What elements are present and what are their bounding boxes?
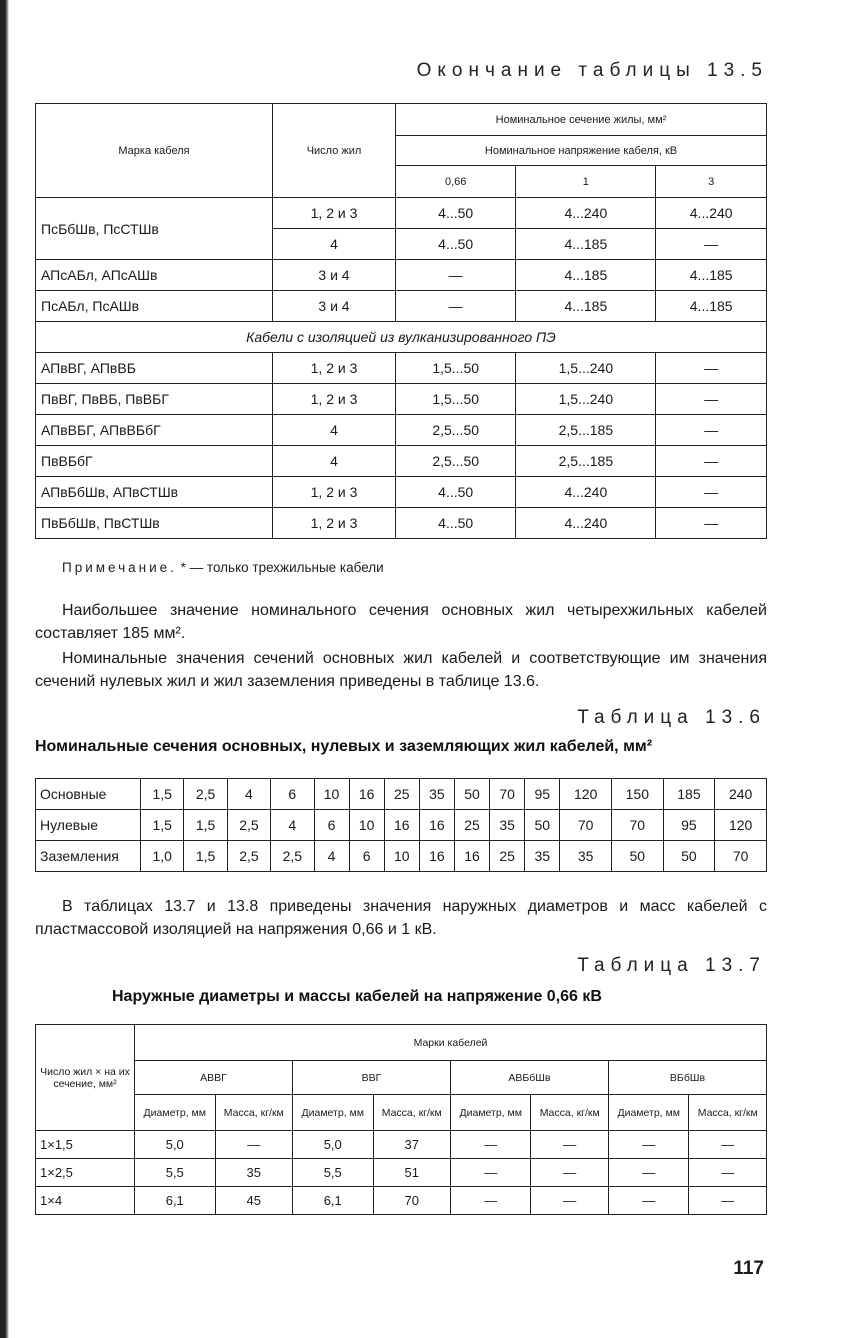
- table-cell: —: [396, 260, 516, 291]
- table-cell: 51: [373, 1159, 450, 1187]
- table-cell: —: [450, 1187, 531, 1215]
- table-cell: 50: [525, 810, 560, 841]
- table-cell: 6,1: [135, 1187, 216, 1215]
- row-label: Основные: [36, 779, 141, 810]
- voltage-header: 1: [516, 166, 656, 198]
- col-brands-header: Марки кабелей: [135, 1025, 767, 1061]
- table-cell: 16: [419, 841, 454, 872]
- table-cell: 5,0: [292, 1131, 373, 1159]
- table-cell: —: [656, 415, 767, 446]
- table-cell: 6: [349, 841, 384, 872]
- table-row: [36, 779, 767, 810]
- table-cell: —: [531, 1159, 608, 1187]
- table-cell: 2,5...185: [516, 415, 656, 446]
- table-cell: 4...185: [516, 260, 656, 291]
- table-cell: 35: [215, 1159, 292, 1187]
- table-13-6-title: Номинальные сечения основных, нулевых и заземляющих жил кабелей, мм²: [35, 738, 653, 755]
- table-cell: 10: [349, 810, 384, 841]
- table-row: [36, 810, 767, 841]
- table-row: [36, 1159, 767, 1187]
- table-cell: 3 и 4: [273, 260, 396, 291]
- table-cell: 6: [271, 779, 314, 810]
- table-cell: 1,5...240: [516, 384, 656, 415]
- note-label: Примечание.: [62, 560, 177, 575]
- table-13-7-title: Наружные диаметры и массы кабелей на напряжение 0,66 кВ: [112, 988, 602, 1005]
- table-cell: 1, 2 и 3: [273, 198, 396, 229]
- col-section-header: Номинальное сечение жилы, мм²: [396, 104, 767, 136]
- table-cell: —: [531, 1131, 608, 1159]
- table-cell: 95: [525, 779, 560, 810]
- row-label: 1×2,5: [36, 1159, 135, 1187]
- table-cell-brand: ПвВБбГ: [36, 446, 273, 477]
- table-cell: 50: [455, 779, 490, 810]
- table-cell: 4: [227, 779, 270, 810]
- table-cell: 35: [490, 810, 525, 841]
- table-cell-brand: ПсБбШв, ПсСТШв: [36, 198, 273, 260]
- table-cell: 1,5...50: [396, 384, 516, 415]
- table-cell: 35: [525, 841, 560, 872]
- table-cell-brand: АПвВБГ, АПвВБбГ: [36, 415, 273, 446]
- row-label: Заземления: [36, 841, 141, 872]
- table-cell: 2,5: [184, 779, 227, 810]
- table-cell: 4...240: [656, 198, 767, 229]
- col-cores-header: Число жил × на их сечение, мм²: [36, 1025, 135, 1131]
- table-cell: —: [608, 1131, 689, 1159]
- paragraph: Номинальные значения сечений основных жил кабелей и соответствующие им значения сечений нулевых жил и жил заземления приведены в таблице 13.6.: [35, 650, 767, 690]
- row-label: 1×1,5: [36, 1131, 135, 1159]
- table-cell: 16: [384, 810, 419, 841]
- table-cell: —: [656, 229, 767, 260]
- mass-header: Масса, кг/км: [689, 1095, 767, 1131]
- table-cell: 1, 2 и 3: [273, 508, 396, 539]
- mass-header: Масса, кг/км: [373, 1095, 450, 1131]
- table-cell: 5,5: [292, 1159, 373, 1187]
- mass-header: Масса, кг/км: [215, 1095, 292, 1131]
- table-cell: 16: [349, 779, 384, 810]
- table-cell: 5,5: [135, 1159, 216, 1187]
- table-cell: 35: [419, 779, 454, 810]
- table-13-5-end-caption: Окончание таблицы 13.5: [416, 60, 768, 81]
- table-cell: 1,5: [141, 810, 184, 841]
- voltage-header: 0,66: [396, 166, 516, 198]
- table-cell: 4...185: [656, 291, 767, 322]
- table-cell: 1, 2 и 3: [273, 353, 396, 384]
- table-cell: 25: [490, 841, 525, 872]
- table-cell: 10: [384, 841, 419, 872]
- table-cell: 4: [271, 810, 314, 841]
- page-number: 117: [733, 1258, 764, 1279]
- note-text: * — только трехжильные кабели: [180, 560, 384, 575]
- table-cell: —: [656, 384, 767, 415]
- table-cell: 150: [612, 779, 664, 810]
- table-cell: 4...240: [516, 477, 656, 508]
- brand-header: АВВГ: [135, 1061, 293, 1095]
- col-cores-header: Число жил: [273, 104, 396, 198]
- table-cell: 16: [455, 841, 490, 872]
- table-cell: 1,0: [141, 841, 184, 872]
- paragraph: Наибольшее значение номинального сечения основных жил четырехжильных кабелей составляет 185 мм².: [35, 602, 767, 642]
- table-cell: —: [656, 353, 767, 384]
- table-cell: 240: [715, 779, 767, 810]
- table-cell: 4: [314, 841, 349, 872]
- diam-header: Диаметр, мм: [135, 1095, 216, 1131]
- table-cell: 2,5...50: [396, 415, 516, 446]
- table-cell: 1,5: [141, 779, 184, 810]
- table-13-6: [35, 778, 767, 872]
- voltage-header: 3: [656, 166, 767, 198]
- col-brand-header: Марка кабеля: [36, 104, 273, 198]
- table-13-7: [35, 1024, 767, 1215]
- table-cell: 45: [215, 1187, 292, 1215]
- table-cell: 120: [560, 779, 612, 810]
- table-cell: 70: [490, 779, 525, 810]
- table-cell: 1,5: [184, 841, 227, 872]
- table-cell: 6: [314, 810, 349, 841]
- table-cell: 95: [663, 810, 715, 841]
- table-cell: 25: [384, 779, 419, 810]
- table-cell-brand: ПсАБл, ПсАШв: [36, 291, 273, 322]
- table-cell: 1,5...240: [516, 353, 656, 384]
- table-cell: 4...240: [516, 198, 656, 229]
- table-cell: 1,5...50: [396, 353, 516, 384]
- table-cell: 4...185: [516, 229, 656, 260]
- table-row: [36, 1131, 767, 1159]
- table-cell: —: [656, 477, 767, 508]
- table-cell: 1, 2 и 3: [273, 477, 396, 508]
- table-cell: 16: [419, 810, 454, 841]
- table-cell: —: [656, 508, 767, 539]
- table-cell-brand: АПвВГ, АПвВБ: [36, 353, 273, 384]
- table-13-5: [35, 103, 767, 539]
- row-label: 1×4: [36, 1187, 135, 1215]
- table-cell: 1,5: [184, 810, 227, 841]
- table-cell: 4...50: [396, 198, 516, 229]
- table-13-7-caption: Таблица 13.7: [577, 955, 766, 976]
- table-cell-brand: ПвБбШв, ПвСТШв: [36, 508, 273, 539]
- table-cell: 2,5: [227, 841, 270, 872]
- table-cell: —: [689, 1159, 767, 1187]
- diam-header: Диаметр, мм: [450, 1095, 531, 1131]
- brand-header: АВБбШв: [450, 1061, 608, 1095]
- table-cell: 2,5: [271, 841, 314, 872]
- table-cell: 37: [373, 1131, 450, 1159]
- table-13-6-caption: Таблица 13.6: [577, 707, 766, 728]
- table-cell: 10: [314, 779, 349, 810]
- table-cell-brand: АПсАБл, АПсАШв: [36, 260, 273, 291]
- table-cell: 70: [373, 1187, 450, 1215]
- table-cell-brand: ПвВГ, ПвВБ, ПвВБГ: [36, 384, 273, 415]
- table-note: [62, 560, 384, 575]
- brand-header: ВВГ: [292, 1061, 450, 1095]
- brand-header: ВБбШв: [608, 1061, 766, 1095]
- table-cell: 6,1: [292, 1187, 373, 1215]
- table-cell: 25: [455, 810, 490, 841]
- diam-header: Диаметр, мм: [292, 1095, 373, 1131]
- table-cell: 185: [663, 779, 715, 810]
- table-cell: 120: [715, 810, 767, 841]
- paragraph: В таблицах 13.7 и 13.8 приведены значения наружных диаметров и масс кабелей с пластмассовой изоляцией на напряжения 0,66 и 1 кВ.: [35, 898, 767, 938]
- col-voltage-header: Номинальное напряжение кабеля, кВ: [396, 136, 767, 166]
- table-cell: —: [608, 1159, 689, 1187]
- table-cell: —: [531, 1187, 608, 1215]
- table-cell: 70: [612, 810, 664, 841]
- table-cell: 4...240: [516, 508, 656, 539]
- mass-header: Масса, кг/км: [531, 1095, 608, 1131]
- table-row: [36, 841, 767, 872]
- table-cell: —: [396, 291, 516, 322]
- row-label: Нулевые: [36, 810, 141, 841]
- table-cell: 5,0: [135, 1131, 216, 1159]
- table-cell: 35: [560, 841, 612, 872]
- table-cell: —: [689, 1131, 767, 1159]
- table-cell: 1, 2 и 3: [273, 384, 396, 415]
- diam-header: Диаметр, мм: [608, 1095, 689, 1131]
- table-cell: 2,5: [227, 810, 270, 841]
- table-cell: —: [608, 1187, 689, 1215]
- table-cell: 4...185: [656, 260, 767, 291]
- table-cell: 4...50: [396, 508, 516, 539]
- table-cell-brand: АПвБбШв, АПвСТШв: [36, 477, 273, 508]
- table-cell: —: [450, 1159, 531, 1187]
- table-cell: 4: [273, 415, 396, 446]
- table-cell: 4: [273, 229, 396, 260]
- table-cell: 50: [663, 841, 715, 872]
- table-cell: —: [656, 446, 767, 477]
- table-row: [36, 1187, 767, 1215]
- section-title: Кабели с изоляцией из вулканизированного ПЭ: [36, 322, 767, 353]
- table-cell: 2,5...185: [516, 446, 656, 477]
- table-cell: 50: [612, 841, 664, 872]
- table-cell: 4...50: [396, 229, 516, 260]
- table-cell: 4...185: [516, 291, 656, 322]
- table-cell: —: [215, 1131, 292, 1159]
- page-binding-edge: [0, 0, 9, 1338]
- table-cell: 4: [273, 446, 396, 477]
- table-cell: 3 и 4: [273, 291, 396, 322]
- table-cell: 70: [560, 810, 612, 841]
- table-cell: 2,5...50: [396, 446, 516, 477]
- table-cell: 70: [715, 841, 767, 872]
- table-cell: —: [689, 1187, 767, 1215]
- table-cell: —: [450, 1131, 531, 1159]
- table-cell: 4...50: [396, 477, 516, 508]
